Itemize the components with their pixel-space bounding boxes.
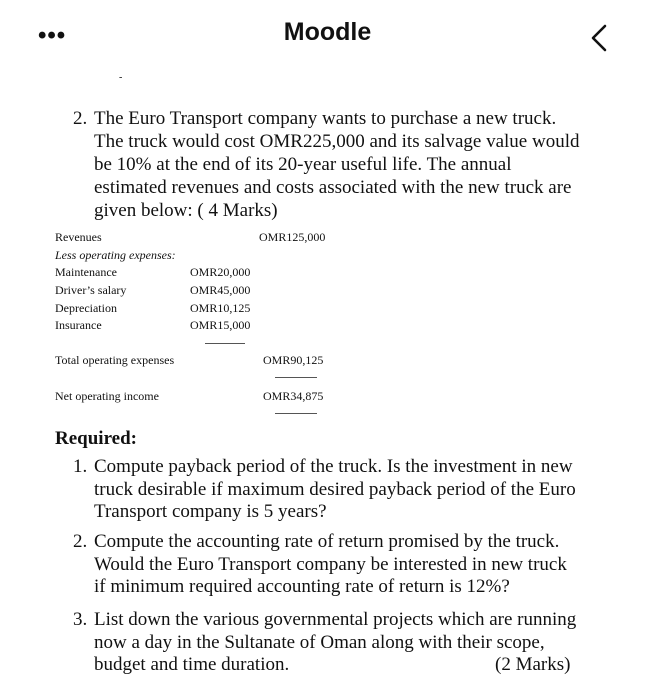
required-item-line: List down the various governmental projects which are running — [94, 609, 577, 630]
required-item-line: Would the Euro Transport company be interested in new truck — [94, 553, 567, 575]
revenues-value: OMR125,000 — [259, 230, 326, 244]
required-heading: Required: — [55, 428, 137, 449]
revenues-label: Revenues — [55, 230, 102, 244]
question-number: 2. — [73, 108, 88, 129]
expense-value-drivers-salary: OMR45,000 — [190, 283, 251, 297]
question-line: The truck would cost OMR225,000 and its salvage value would — [94, 131, 580, 152]
question-line: The Euro Transport company wants to purchase a new truck. — [94, 108, 557, 129]
question-line: be 10% at the end of its 20-year useful life. The annual — [94, 154, 512, 175]
page-title: Moodle — [283, 18, 372, 46]
required-item-number: 2. — [73, 531, 88, 552]
expense-label-insurance: Insurance — [55, 318, 102, 332]
required-item-line: Compute the accounting rate of return promised by the truck. — [94, 531, 560, 552]
required-item-line: now a day in the Sultanate of Oman along with their scope, — [94, 631, 545, 653]
required-item-number: 1. — [73, 456, 88, 477]
net-income-label: Net operating income — [55, 389, 159, 403]
required-item-number: 3. — [73, 609, 88, 630]
less-expenses-label: Less operating expenses: — [55, 248, 176, 262]
expense-label-depreciation: Depreciation — [55, 301, 117, 315]
total-expenses-value: OMR90,125 — [263, 353, 324, 367]
expense-value-maintenance: OMR20,000 — [190, 265, 251, 279]
more-menu-button[interactable]: ••• — [38, 22, 67, 49]
required-item-line: if minimum required accounting rate of return is 12%? — [94, 576, 510, 597]
expenses-underline — [205, 343, 245, 344]
net-income-underline — [275, 413, 317, 414]
expense-label-maintenance: Maintenance — [55, 265, 117, 279]
expense-value-insurance: OMR15,000 — [190, 318, 251, 332]
required-item-line: truck desirable if maximum desired payback period of the Euro — [94, 478, 576, 500]
total-underline — [275, 377, 317, 378]
net-income-value: OMR34,875 — [263, 389, 324, 403]
stray-mark: - — [119, 72, 123, 83]
total-expenses-label: Total operating expenses — [55, 353, 175, 367]
required-item-2 — [73, 531, 613, 599]
top-bar — [0, 0, 655, 70]
question-line: estimated revenues and costs associated with the new truck are — [94, 177, 572, 198]
question-2 — [73, 107, 613, 222]
required-item-line: budget and time duration. — [94, 654, 290, 675]
required-item-1 — [73, 456, 613, 524]
question-line: given below: ( 4 Marks) — [94, 200, 278, 221]
question-text — [94, 107, 613, 222]
expense-value-depreciation: OMR10,125 — [190, 301, 251, 315]
expense-label-drivers-salary: Driver’s salary — [55, 283, 127, 297]
back-chevron-icon[interactable] — [588, 24, 610, 52]
required-item-line: Compute payback period of the truck. Is the investment in new — [94, 456, 573, 477]
marks-label: (2 Marks) — [495, 654, 571, 675]
required-item-line: Transport company is 5 years? — [94, 501, 327, 522]
